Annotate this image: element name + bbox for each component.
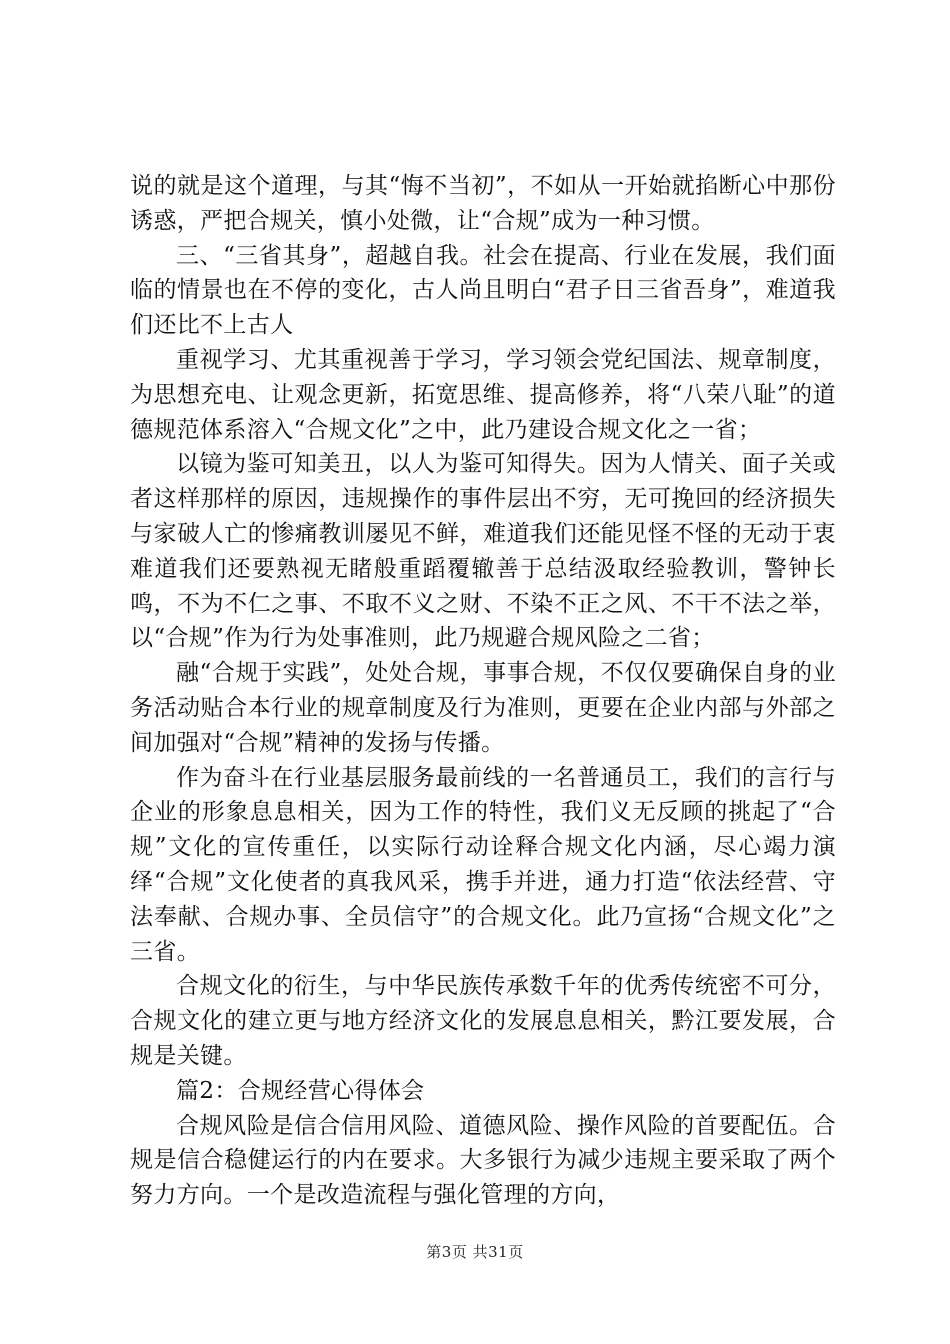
paragraph: 作为奋斗在行业基层服务最前线的一名普通员工，我们的言行与企业的形象息息相关，因为工作的特性，我们义无反顾的挑起了“合规”文化的宣传重任，以实际行动诠释合规文化内涵，尽心竭力演绎“合规”文化使者的真我风采，携手并进，通力打造“依法经营、守法奉献、合规办事、全员信守”的合规文化。此乃宣扬“合规文化”之三省。 bbox=[130, 764, 836, 965]
paragraph: 以镜为鉴可知美丑，以人为鉴可知得失。因为人情关、面子关或者这样那样的原因，违规操作的事件层出不穷，无可挽回的经济损失与家破人亡的惨痛教训屡见不鲜，难道我们还能见怪不怪的无动于衷难道我们还要熟视无睹般重蹈覆辙善于总结汲取经验教训，警钟长鸣，不为不仁之事、不取不义之财、不染不正之风、不干不法之举，以“合规”作为行为处事准则，此乃规避合规风险之二省； bbox=[130, 451, 836, 652]
paragraph: 三、“三省其身”，超越自我。社会在提高、行业在发展，我们面临的情景也在不停的变化，古人尚且明白“君子日三省吾身”，难道我们还比不上古人 bbox=[130, 242, 836, 339]
paragraph: 融“合规于实践”，处处合规，事事合规，不仅仅要确保自身的业务活动贴合本行业的规章制度及行为准则，更要在企业内部与外部之间加强对“合规”精神的发扬与传播。 bbox=[130, 660, 836, 756]
page-number-footer: 第3页 共31页 bbox=[426, 1243, 524, 1261]
body-text bbox=[130, 169, 836, 1213]
section-heading: 篇2：合规经营心得体会 bbox=[176, 1077, 425, 1104]
paragraph: 说的就是这个道理，与其“悔不当初”，不如从一开始就掐断心中那份诱惑，严把合规关，慎小处微，让“合规”成为一种习惯。 bbox=[130, 173, 836, 234]
paragraph: 重视学习、尤其重视善于学习，学习领会党纪国法、规章制度，为思想充电、让观念更新，拓宽思维、提高修养，将“八荣八耻”的道德规范体系溶入“合规文化”之中，此乃建设合规文化之一省； bbox=[130, 346, 836, 443]
paragraph: 合规文化的衍生，与中华民族传承数千年的优秀传统密不可分，合规文化的建立更与地方经济文化的发展息息相关，黔江要发展，合规是关键。 bbox=[130, 973, 836, 1069]
paragraph: 合规风险是信合信用风险、道德风险、操作风险的首要配伍。合规是信合稳健运行的内在要求。大多银行为减少违规主要采取了两个努力方向。一个是改造流程与强化管理的方向， bbox=[130, 1112, 836, 1209]
